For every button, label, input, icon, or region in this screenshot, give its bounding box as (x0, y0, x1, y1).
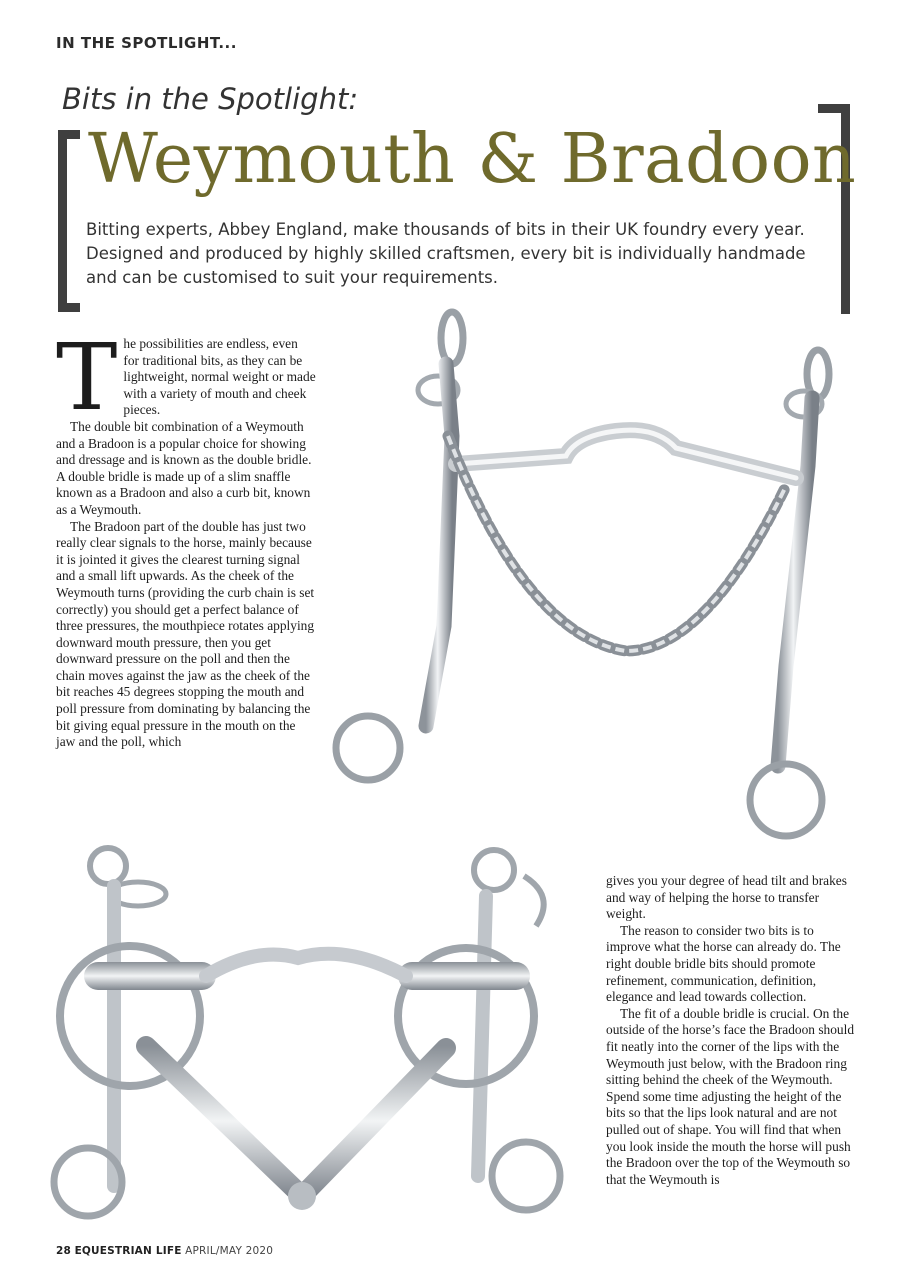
body-paragraph: The double bit combination of a Weymouth and a Bradoon is a popular choice for showing and dressage and is known as the double bridle. A double bridle is made up of a slim snaffle known as a Bradoon and also a curb bit, known as a Weymouth. (56, 418, 312, 517)
issue-date: APRIL/MAY 2020 (185, 1245, 274, 1257)
article-column-left (56, 324, 316, 751)
intro-paragraph: Bitting experts, Abbey England, make thousands of bits in their UK foundry every year. Designed and produced by highly skilled craftsmen, every bit is individually handmade and can be customised to suit your requirements. (86, 220, 806, 287)
left-bracket-decoration (58, 130, 80, 312)
body-paragraph: The Bradoon part of the double has just two really clear signals to the horse, mainly because it is jointed it gives the clearest turning signal and a small lift upwards. As the cheek of the Weymouth turns (providing the curb chain is set correctly) you should get a perfect balance of three pressures, the mouthpiece rotates applying downward mouth pressure, then you get downward pressure on the poll and then the chain moves against the jaw as the cheek of the bit reaches 45 degrees stopping the mouth and poll pressure from dominating by balancing the bit giving equal pressure in the mouth on the jaw and the poll, which (56, 518, 315, 750)
magazine-name: EQUESTRIAN LIFE (74, 1245, 182, 1257)
page-footer (56, 1245, 273, 1257)
section-kicker: IN THE SPOTLIGHT... (56, 34, 237, 52)
body-paragraph: The reason to consider two bits is to improve what the horse can already do. The right double bridle bits should promote refinement, communication, definition, elegance and lead towards collection. (606, 922, 841, 1005)
body-paragraph: gives you your degree of head tilt and brakes and way of helping the horse to transfer weight. (606, 873, 847, 922)
body-paragraph: he possibilities are endless, even for traditional bits, as they can be lightweight, normal weight or made with a variety of mouth and cheek pieces. (123, 336, 316, 418)
body-paragraph: The fit of a double bridle is crucial. On the outside of the horse’s face the Bradoon should fit neatly into the corner of the lips with the Weymouth just below, with the Bradoon ring sitting behind the cheek of the Weymouth. Spend some time adjusting the height of the bits so that the lips look natural and are not pulled out of shape. You will find that when you look inside the mouth the horse will push the Bradoon over the top of the Weymouth so that the Weymouth is (606, 1005, 855, 1187)
weymouth-bit-photo (326, 306, 846, 858)
drop-cap: T (56, 324, 118, 431)
article-column-right (606, 873, 856, 1188)
article-subtitle: Bits in the Spotlight: (62, 82, 359, 116)
page-number: 28 (56, 1245, 72, 1257)
bradoon-bit-photo (26, 836, 596, 1232)
article-title: Weymouth & Bradoon (88, 120, 857, 199)
